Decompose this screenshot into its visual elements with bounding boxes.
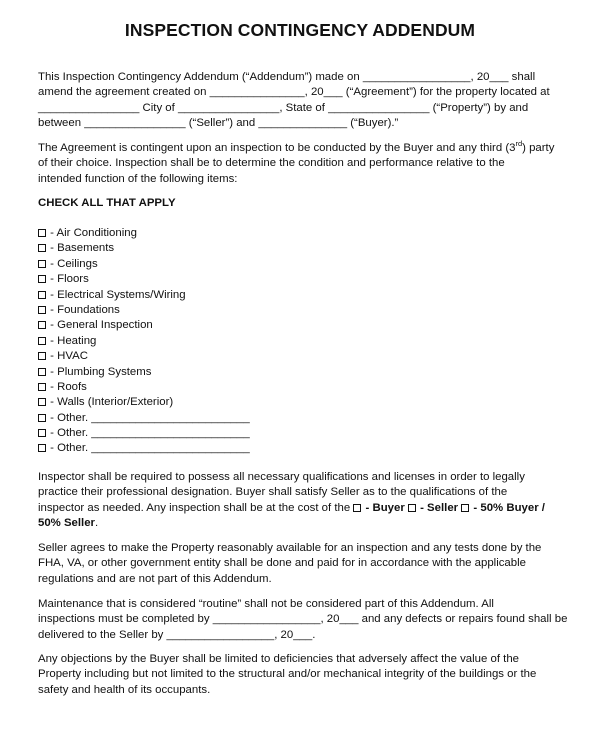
split-cost-checkbox[interactable] [461, 504, 469, 512]
ordinal-suffix: rd [515, 139, 523, 148]
agreement-paragraph [38, 141, 568, 187]
seller-line: Seller agrees to make the Property reasonably available for an inspection and any tests done by the [38, 542, 542, 554]
inspector-period: . [95, 517, 99, 530]
checklist-item [38, 426, 250, 441]
intro-line: This Inspection Contingency Addendum (“Addendum”) made on _________________, 20___ shall [38, 71, 536, 83]
intro-line: ________________ City of ________________, State of ________________ (“Property”) by and [38, 101, 529, 114]
checklist-item-label: - General Inspection [47, 319, 153, 332]
maintenance-line: inspections must be completed by _________________, 20___ and any defects or repairs found shall be [38, 613, 568, 626]
maintenance-line: delivered to the Seller by _________________, 20___. [38, 628, 316, 641]
seller-paragraph [38, 541, 568, 587]
agreement-text: The Agreement is contingent upon an inspection to be conducted by the Buyer and any third (3 [38, 142, 516, 154]
checkbox[interactable] [38, 429, 46, 437]
checkbox[interactable] [38, 352, 46, 360]
checklist-item [38, 349, 250, 364]
checklist-item-label: - Air Conditioning [47, 227, 137, 239]
checklist-item [38, 395, 250, 410]
objections-line: Any objections by the Buyer shall be limited to deficiencies that adversely affect the value of the [38, 653, 520, 665]
objections-line: Property including but not limited to the structural and/or mechanical integrity of the buildings or the [38, 668, 537, 681]
checklist-item-label: - Walls (Interior/Exterior) [47, 396, 174, 409]
checklist-item-label: - Foundations [47, 303, 120, 316]
checklist-item [38, 272, 250, 287]
agreement-line: of their choice. Inspection shall be to determine the condition and performance relative to the [38, 157, 505, 170]
checklist-item-label: - Ceilings [47, 257, 98, 270]
checklist-item-label: - Roofs [47, 380, 87, 393]
checklist-item [38, 380, 250, 395]
checklist-item-label: - Heating [47, 334, 97, 347]
inspector-line [38, 501, 568, 516]
maintenance-line: Maintenance that is considered “routine” shall not be considered part of this Addendum. All [38, 598, 494, 610]
intro-paragraph [38, 70, 568, 132]
maintenance-paragraph [38, 597, 568, 643]
intro-line: amend the agreement created on _______________, 20___ (“Agreement”) for the property located at [38, 86, 550, 99]
inspector-text: inspector as needed. Any inspection shall be at the cost of the [38, 501, 354, 514]
buyer-option-label: - Buyer [362, 501, 408, 514]
intro-line: between ________________ (“Seller”) and ______________ (“Buyer).” [38, 117, 399, 130]
checklist-item-label: - Plumbing Systems [47, 365, 152, 378]
checklist-item [38, 226, 250, 241]
checklist-item [38, 411, 250, 426]
checklist-item-label: - Basements [47, 242, 115, 255]
agreement-line: intended function of the following items: [38, 172, 238, 185]
checklist-item-label: - Other. _________________________ [47, 411, 250, 424]
checkbox[interactable] [38, 383, 46, 391]
seller-cost-checkbox[interactable] [408, 504, 416, 512]
inspector-line [38, 516, 568, 531]
checkbox[interactable] [38, 444, 46, 452]
inspector-line: Inspector shall be required to possess all necessary qualifications and licenses in order to legally [38, 471, 525, 483]
checklist-item [38, 303, 250, 318]
checklist-item-label: - Floors [47, 273, 89, 286]
check-all-heading: CHECK ALL THAT APPLY [38, 197, 176, 209]
checklist-item-label: - HVAC [47, 350, 88, 363]
checklist-item [38, 365, 250, 380]
checkbox[interactable] [38, 321, 46, 329]
checkbox[interactable] [38, 398, 46, 406]
checklist-item [38, 241, 250, 256]
checkbox[interactable] [38, 414, 46, 422]
seller-line: FHA, VA, or other government entity shall be done and paid for in accordance with the applicable [38, 557, 526, 570]
inspector-line: practice their professional designation. Buyer shall satisfy Seller as to the qualifications of the [38, 486, 508, 499]
checklist-item-label: - Electrical Systems/Wiring [47, 288, 186, 301]
checkbox[interactable] [38, 337, 46, 345]
split-option-label: - 50% Buyer / [470, 501, 545, 514]
checklist-item [38, 318, 250, 333]
checkbox[interactable] [38, 306, 46, 314]
document-title: INSPECTION CONTINGENCY ADDENDUM [124, 20, 476, 40]
checkbox[interactable] [38, 244, 46, 252]
checklist-item [38, 334, 250, 349]
split-option-label-cont: 50% Seller [38, 517, 95, 530]
agreement-text: ) party [522, 142, 555, 154]
checkbox[interactable] [38, 229, 46, 237]
checklist-item [38, 257, 250, 272]
objections-paragraph [38, 652, 568, 698]
checklist-item [38, 288, 250, 303]
inspection-checklist [38, 226, 250, 457]
inspector-paragraph [38, 470, 568, 532]
checklist-item-label: - Other. _________________________ [47, 427, 250, 440]
buyer-cost-checkbox[interactable] [353, 504, 361, 512]
checkbox[interactable] [38, 291, 46, 299]
agreement-line [38, 141, 568, 156]
checkbox[interactable] [38, 275, 46, 283]
checkbox[interactable] [38, 260, 46, 268]
objections-line: safety and health of its occupants. [38, 683, 211, 696]
seller-line: regulations and are not part of this Addendum. [38, 572, 272, 585]
checklist-item [38, 441, 250, 456]
checklist-item-label: - Other. _________________________ [47, 442, 250, 455]
seller-option-label: - Seller [416, 501, 462, 514]
checkbox[interactable] [38, 368, 46, 376]
